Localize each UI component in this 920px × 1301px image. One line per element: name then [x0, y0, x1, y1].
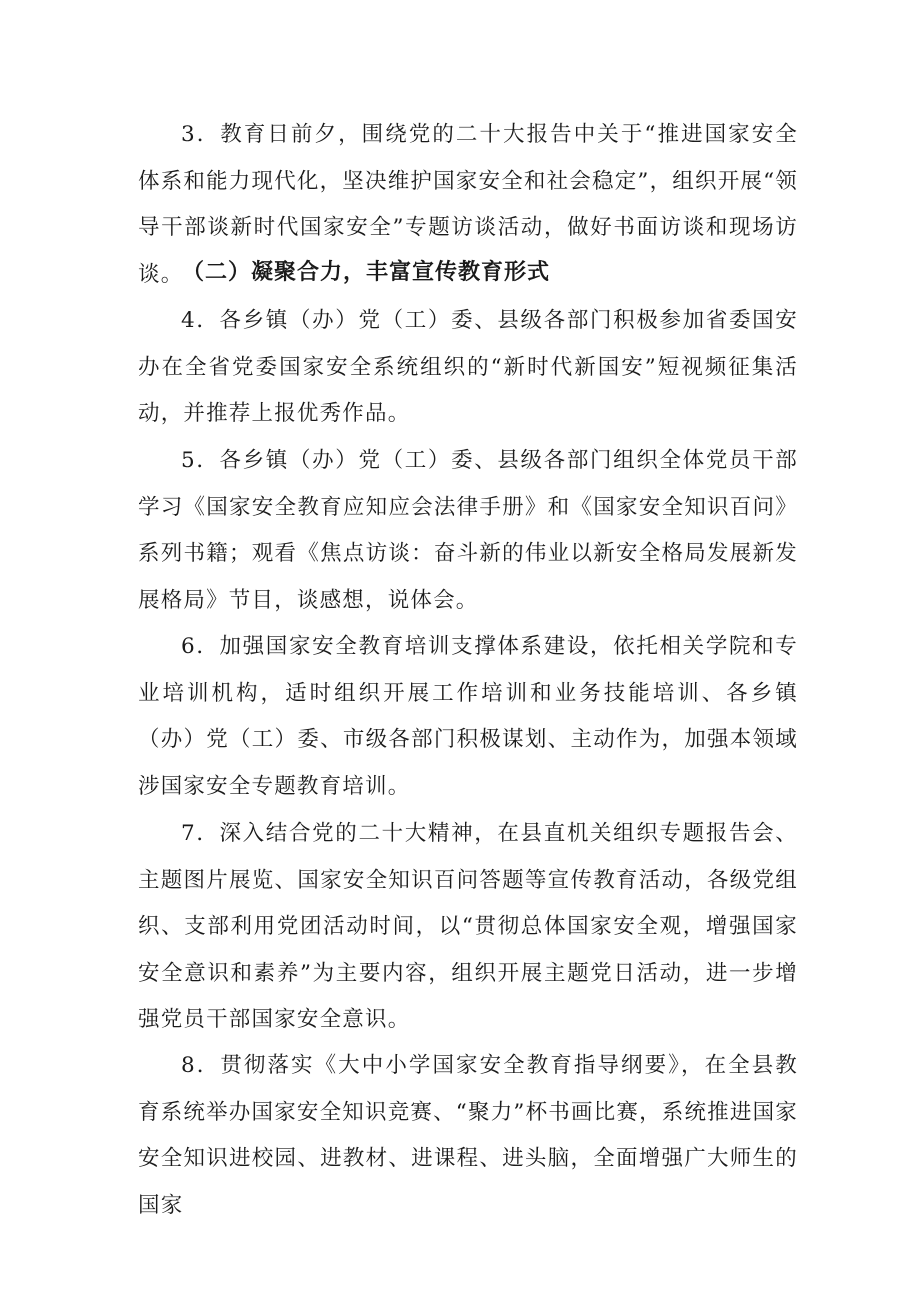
- paragraph-4: 4．各乡镇（办）党（工）委、县级各部门积极参加省委国安办在全省党委国家安全系统组织的“新时代新国安”短视频征集活动，并推荐上报优秀作品。: [138, 308, 798, 426]
- paragraph-7: 7．深入结合党的二十大精神，在县直机关组织专题报告会、主题图片展览、国家安全知识百问答题等宣传教育活动，各级党组织、支部利用党团活动时间，以“贯彻总体国家安全观，增强国家安全意识和素养”为主要内容，组织开展主题党日活动，进一步增强党员干部国家安全意识。: [138, 821, 798, 1032]
- paragraph-8: 8．贯彻落实《大中小学国家安全教育指导纲要》，在全县教育系统举办国家安全知识竞赛、“聚力”杯书画比赛，系统推进国家安全知识进校园、进教材、进课程、进头脑，全面增强广大师生的国家: [138, 1053, 798, 1218]
- paragraph-6: 6．加强国家安全教育培训支撑体系建设，依托相关学院和专业培训机构，适时组织开展工作培训和业务技能培训、各乡镇（办）党（工）委、市级各部门积极谋划、主动作为，加强本领域涉国家安全专题教育培训。: [138, 634, 798, 799]
- paragraph-3: 3．教育日前夕，围绕党的二十大报告中关于“推进国家安全体系和能力现代化，坚决维护国家安全和社会稳定”，组织开展“领导干部谈新时代国家安全”专题访谈活动，做好书面访谈和现场访谈。: [138, 122, 798, 287]
- paragraph-5: 5．各乡镇（办）党（工）委、县级各部门组织全体党员干部学习《国家安全教育应知应会法律手册》和《国家安全知识百问》系列书籍；观看《焦点访谈：奋斗新的伟业以新安全格局发展新发展格局》节目，谈感想，说体会。: [138, 448, 798, 613]
- section-heading-2: （二）凝聚合力，丰富宣传教育形式: [182, 260, 551, 285]
